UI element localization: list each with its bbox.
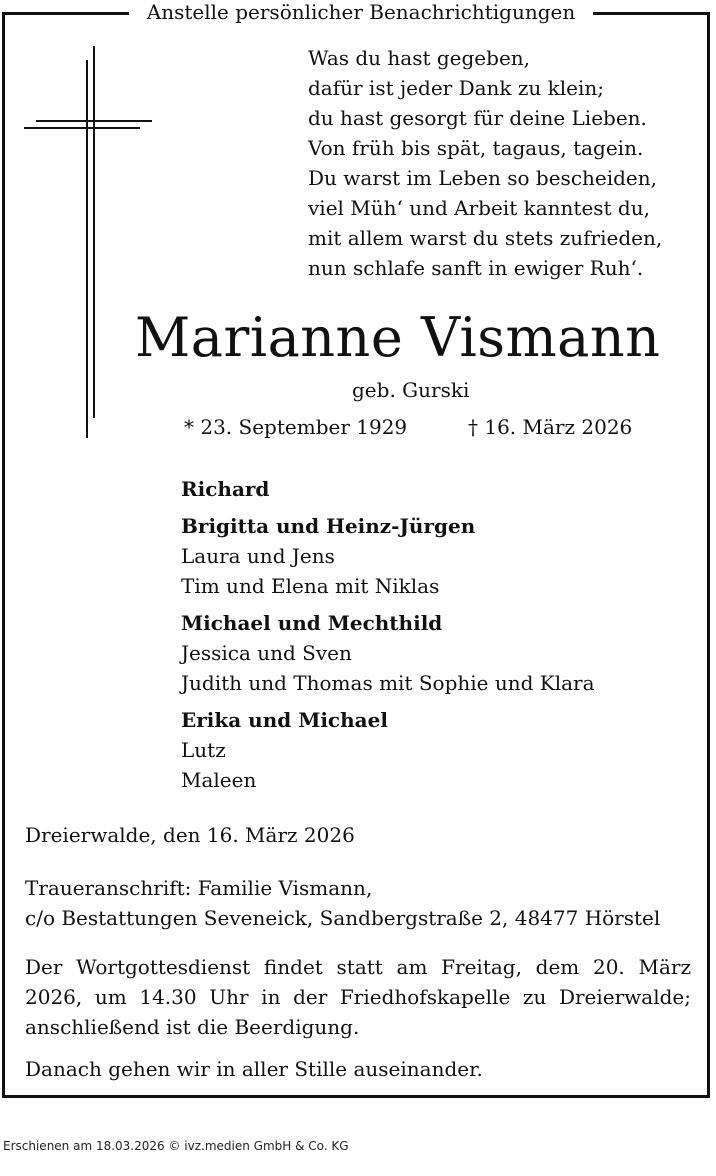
survivor-member: Judith und Thomas mit Sophie und Klara xyxy=(181,671,595,695)
poem-line: mit allem warst du stets zufrieden, xyxy=(308,226,663,250)
survivor-member: Tim und Elena mit Niklas xyxy=(181,574,440,598)
survivor-group xyxy=(181,474,595,504)
survivor-member: Maleen xyxy=(181,768,257,792)
survivor-group xyxy=(181,608,595,698)
survivor-group xyxy=(181,705,595,795)
maiden-name: geb. Gurski xyxy=(352,378,470,402)
service-info: Der Wortgottesdienst findet statt am Freitag, dem 20. März 2026, um 14.30 Uhr in der Friedhofskapelle zu Dreierwalde; anschließend ist die Beerdigung. xyxy=(25,955,691,1039)
address-line: c/o Bestattungen Seveneick, Sandbergstraße 2, 48477 Hörstel xyxy=(25,906,661,930)
survivor-group xyxy=(181,511,595,601)
poem-line: viel Müh‘ und Arbeit kanntest du, xyxy=(308,196,650,220)
survivors-list xyxy=(181,474,595,802)
closing-line: Danach gehen wir in aller Stille auseinander. xyxy=(25,1057,483,1081)
survivor-member: Laura und Jens xyxy=(181,544,335,568)
poem xyxy=(308,43,662,283)
poem-line: Du warst im Leben so bescheiden, xyxy=(308,166,658,190)
header-label: Anstelle persönlicher Benachrichtigungen xyxy=(129,0,593,24)
survivor-member: Lutz xyxy=(181,738,226,762)
survivor-group-head: Brigitta und Heinz-Jürgen xyxy=(181,514,476,538)
poem-line: dafür ist jeder Dank zu klein; xyxy=(308,76,605,100)
place-date: Dreierwalde, den 16. März 2026 xyxy=(25,823,355,847)
poem-line: Von früh bis spät, tagaus, tagein. xyxy=(308,136,644,160)
death-date: † 16. März 2026 xyxy=(468,415,633,439)
deceased-name: Marianne Vismann xyxy=(135,306,661,369)
publication-footer: Erschienen am 18.03.2026 © ivz.medien GmbH & Co. KG xyxy=(3,1139,349,1153)
life-dates xyxy=(184,412,633,442)
address-line: Traueranschrift: Familie Vismann, xyxy=(25,876,373,900)
survivor-group-head: Erika und Michael xyxy=(181,708,388,732)
survivor-group-head: Michael und Mechthild xyxy=(181,611,443,635)
survivor-group-head: Richard xyxy=(181,477,270,501)
poem-line: Was du hast gegeben, xyxy=(308,46,531,70)
mourning-address xyxy=(25,873,660,933)
poem-line: nun schlafe sanft in ewiger Ruh‘. xyxy=(308,256,644,280)
birth-date: * 23. September 1929 xyxy=(184,415,408,439)
poem-line: du hast gesorgt für deine Lieben. xyxy=(308,106,647,130)
survivor-member: Jessica und Sven xyxy=(181,641,352,665)
